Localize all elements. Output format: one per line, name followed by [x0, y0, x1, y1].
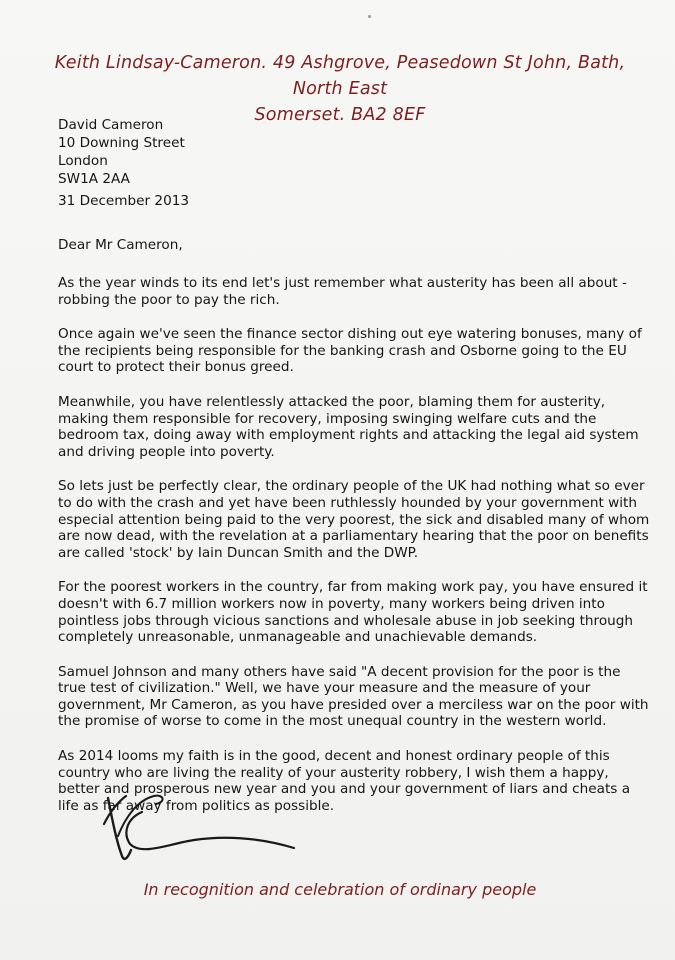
paragraph-line: completely unreasonable, unmanageable and unachievable demands. — [58, 629, 538, 646]
paragraph-line: robbing the poor to pay the rich. — [58, 291, 280, 308]
recipient-address — [58, 116, 185, 188]
paragraph-line: Samuel Johnson and many others have said "A decent provision for the poor is the — [58, 663, 621, 680]
footer-tagline: In recognition and celebration of ordinary people — [143, 880, 537, 899]
paragraph — [58, 275, 627, 308]
paragraph-line: and driving people into poverty. — [58, 443, 275, 460]
letter-body — [58, 275, 650, 832]
letter-date: 31 December 2013 — [58, 193, 190, 209]
paragraph — [58, 393, 639, 460]
handwritten-signature — [98, 790, 298, 870]
paragraph-line: So lets just be perfectly clear, the ordinary people of the UK had nothing what so ever — [58, 478, 645, 495]
recipient-postcode: SW1A 2AA — [58, 171, 130, 187]
recipient-name: David Cameron — [58, 117, 164, 133]
paragraph — [58, 478, 650, 561]
paragraph-line: government, Mr Cameron, as you have presided over a merciless war on the poor with — [58, 696, 649, 713]
paragraph-line: the recipients being responsible for the banking crash and Osborne going to the EU — [58, 342, 627, 359]
paragraph-line: pointless jobs through vicious sanctions and wholesale abuse in job seeking through — [58, 612, 633, 629]
paragraph-line: doesn't with 6.7 million workers now in poverty, many workers being driven into — [58, 595, 605, 612]
salutation: Dear Mr Cameron, — [58, 237, 183, 253]
paragraph — [58, 326, 642, 376]
paragraph-line: life as far away from politics as possible. — [58, 797, 335, 814]
paragraph-line: true test of civilization." Well, we have your measure and the measure of your — [58, 680, 591, 697]
paragraph-line: As the year winds to its end let's just remember what austerity has been all about - — [58, 275, 627, 291]
sender-address-line: Somerset. BA2 8EF — [254, 105, 426, 125]
paragraph-line: the promise of worse to come in the most unequal country in the western world. — [58, 713, 607, 730]
paragraph-line: For the poorest workers in the country, far from making work pay, you have ensured it — [58, 579, 648, 596]
recipient-street: 10 Downing Street — [58, 135, 185, 151]
paragraph-line: country who are living the reality of your austerity robbery, I wish them a happy, — [58, 764, 609, 781]
paragraph-line: are now dead, with the revelation at a parliamentary hearing that the poor on benefits — [58, 528, 649, 545]
paragraph-line: making them responsible for recovery, imposing swinging welfare cuts and the — [58, 410, 597, 427]
paragraph-line: As 2014 looms my faith is in the good, decent and honest ordinary people of this — [58, 748, 610, 765]
sender-address-line: Keith Lindsay-Cameron. 49 Ashgrove, Peasedown St John, Bath, North East — [54, 53, 626, 99]
paragraph — [58, 579, 648, 646]
paragraph-line: court to protect their bonus greed. — [58, 359, 294, 376]
paragraph-line: Once again we've seen the finance sector dishing out eye watering bonuses, many of — [58, 326, 642, 343]
paragraph — [58, 663, 649, 730]
paragraph-line: are called 'stock' by Iain Duncan Smith and the DWP. — [58, 544, 419, 561]
paragraph-line: Meanwhile, you have relentlessly attacked the poor, blaming them for austerity, — [58, 393, 606, 410]
paragraph-line: to do with the crash and yet have been ruthlessly hounded by your government with — [58, 494, 637, 511]
paper-mark — [368, 15, 371, 18]
paragraph-line: bedroom tax, doing away with employment rights and attacking the legal aid system — [58, 427, 639, 444]
paragraph-line: especial attention being paid to the very poorest, the sick and disabled many of whom — [58, 511, 650, 528]
paragraph-line: better and prosperous new year and you and your government of liars and cheats a — [58, 781, 631, 798]
recipient-city: London — [58, 153, 108, 169]
